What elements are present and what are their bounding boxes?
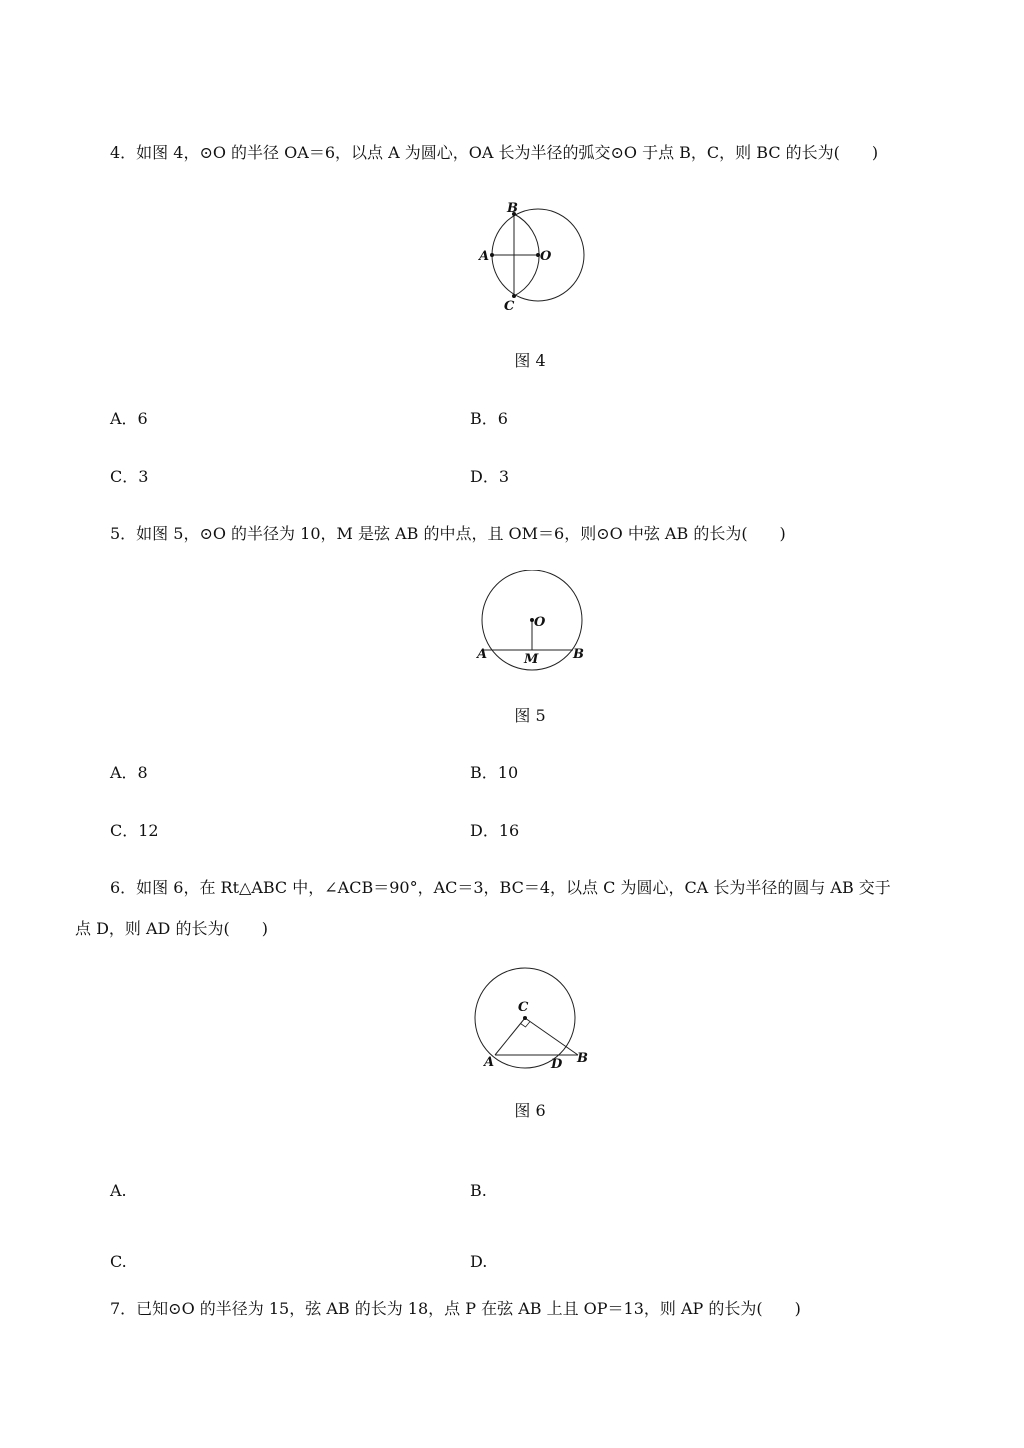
figure-6-caption: 图 6 [514, 1101, 546, 1120]
q4-option-c: C．3 [110, 467, 149, 486]
q4-option-b: B．6 [470, 409, 508, 428]
label-a: A [477, 647, 488, 662]
point-c [512, 294, 516, 298]
label-d: D [551, 1057, 563, 1072]
figure-4 [470, 196, 600, 316]
label-a: A [479, 249, 490, 264]
q4-option-d: D．3 [470, 467, 510, 486]
figure-6 [468, 962, 598, 1072]
question-5-text: 5．如图 5，⊙O 的半径为 10，M 是弦 AB 的中点，且 OM＝6，则⊙O 中弦 AB 的长为( ) [110, 524, 786, 543]
label-a: A [484, 1055, 495, 1070]
q6-option-c: C. [110, 1252, 127, 1271]
q5-option-a: A．8 [110, 763, 148, 782]
question-6-line-1: 6．如图 6，在 Rt△ABC 中，∠ACB＝90°，AC＝3，BC＝4，以点 C 为圆心，CA 长为半径的圆与 AB 交于 [110, 878, 891, 897]
figure-4-caption: 图 4 [514, 351, 546, 370]
question-6-line-2: 点 D，则 AD 的长为( ) [75, 919, 268, 938]
label-c: C [518, 1000, 529, 1015]
q5-option-c: C．12 [110, 821, 159, 840]
label-o: O [540, 249, 552, 264]
label-m: M [524, 652, 539, 667]
segment-cb [525, 1018, 578, 1055]
q6-option-d: D. [470, 1252, 488, 1271]
q5-option-d: D．16 [470, 821, 520, 840]
q5-option-b: B．10 [470, 763, 519, 782]
figure-5-caption: 图 5 [514, 706, 546, 725]
point-c [523, 1016, 527, 1020]
label-b: B [507, 201, 518, 216]
label-b: B [573, 647, 584, 662]
label-c: C [504, 299, 515, 314]
point-a [490, 253, 494, 257]
question-7-text: 7．已知⊙O 的半径为 15，弦 AB 的长为 18，点 P 在弦 AB 上且 OP＝13，则 AP 的长为( ) [110, 1299, 801, 1318]
question-4-text: 4．如图 4，⊙O 的半径 OA＝6，以点 A 为圆心，OA 长为半径的弧交⊙O 于点 B，C，则 BC 的长为( ) [110, 143, 879, 162]
q6-option-b: B. [470, 1181, 487, 1200]
q6-option-a: A. [110, 1181, 127, 1200]
q4-option-a: A．6 [110, 409, 148, 428]
figure-5 [470, 570, 600, 680]
label-o: O [534, 615, 546, 630]
label-b: B [577, 1051, 588, 1066]
